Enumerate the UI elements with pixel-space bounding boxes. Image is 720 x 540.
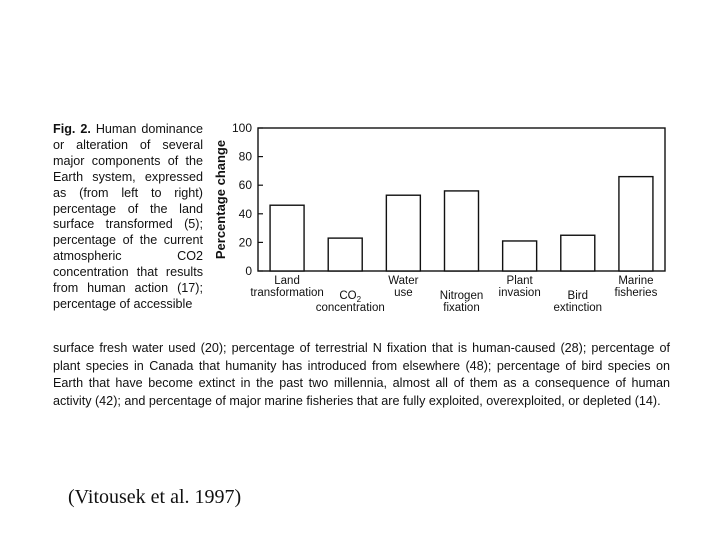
- bar: [386, 195, 420, 271]
- y-axis-label: Percentage change: [213, 139, 228, 260]
- y-tick-label: 100: [231, 121, 252, 135]
- category-label: Water: [388, 275, 419, 287]
- bar-chart: [210, 118, 670, 318]
- citation: (Vitousek et al. 1997): [68, 486, 242, 508]
- bar: [503, 241, 537, 271]
- figure-label: Fig. 2.: [53, 122, 91, 136]
- y-tick-label: 60: [238, 178, 252, 193]
- category-label: Bird: [567, 290, 589, 302]
- y-tick-label: 40: [238, 206, 252, 221]
- category-label: fixation: [443, 302, 480, 314]
- y-tick-label: 80: [238, 149, 252, 164]
- bar: [445, 191, 479, 271]
- figure-caption-column: [53, 122, 203, 313]
- category-label: extinction: [553, 302, 603, 314]
- category-label: fisheries: [614, 287, 658, 299]
- category-label: $CO_2$: [339, 290, 362, 304]
- category-label: Nitrogen: [439, 290, 484, 302]
- category-label: Plant: [506, 275, 533, 287]
- y-tick-label: 20: [238, 235, 252, 250]
- category-label: Marine: [618, 275, 654, 287]
- category-label: transformation: [250, 287, 324, 299]
- figure-caption-continued: surface fresh water used (20); percentage of terrestrial N fixation that is human-caused (28); percentage of plant species in Canada that humanity has introduced from elsewhere (48); percentage of bird species on Earth that have become extinct in the past two millennia, almost all of them as a consequence of human activity (42); and percentage of major marine fisheries that are fully exploited, overexploited, or depleted (14).: [53, 341, 670, 408]
- bar: [328, 238, 362, 271]
- category-label: Land: [274, 275, 300, 287]
- bar: [270, 205, 304, 271]
- caption-left-text: Human dominance or alteration of several major components of the Earth system, expressed as (from left to right) percentage of the land surface transformed (5); percentage of the current atmospheric CO2 concentration that results from human action (17); percentage of accessible: [53, 122, 203, 311]
- category-label: invasion: [498, 287, 541, 299]
- category-label: concentration: [315, 302, 385, 314]
- bar: [619, 177, 653, 271]
- y-tick-label: 0: [245, 264, 252, 278]
- bar: [561, 235, 595, 271]
- category-label: use: [394, 287, 413, 299]
